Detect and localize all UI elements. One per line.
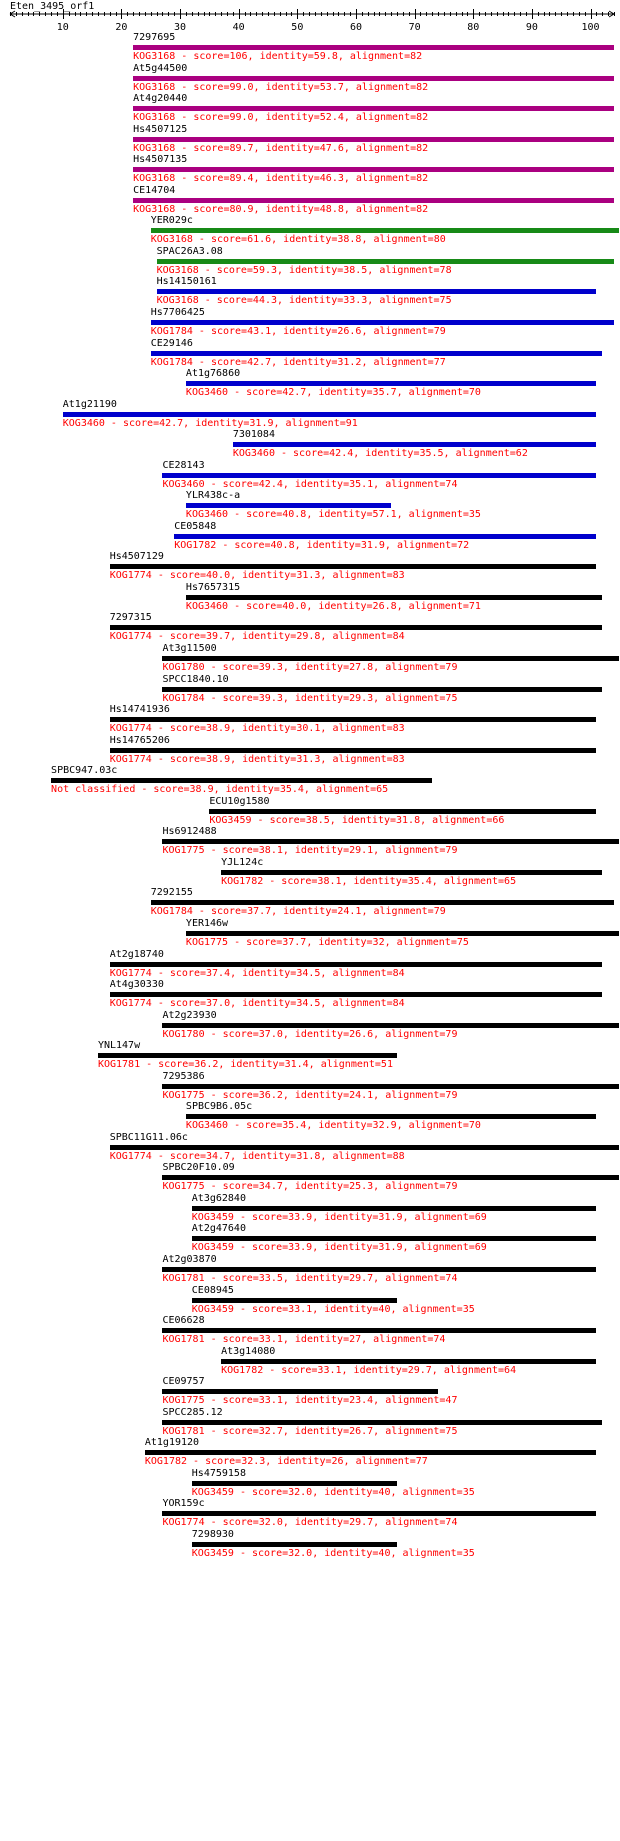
hit-row <box>0 1010 620 1044</box>
hit-bar <box>110 962 603 967</box>
hit-row <box>0 63 620 97</box>
ruler-tick-label: 10 <box>56 22 69 33</box>
hit-row <box>0 215 620 249</box>
ruler-tick-label: 50 <box>291 22 304 33</box>
hit-description: KOG3459 - score=32.0, identity=40, alignment=35 <box>191 1547 475 1559</box>
hit-description: KOG3168 - score=61.6, identity=38.8, alignment=80 <box>150 234 446 246</box>
hit-description: KOG1775 - score=37.7, identity=32, alignment=75 <box>185 936 469 948</box>
hit-bar <box>63 412 597 417</box>
hit-name: CE29146 <box>150 337 193 349</box>
hit-bar <box>151 320 614 325</box>
hit-description: KOG1784 - score=42.7, identity=31.2, alignment=77 <box>150 356 446 368</box>
hit-description: KOG1775 - score=34.7, identity=25.3, alignment=79 <box>162 1181 458 1193</box>
hit-name: CE28143 <box>162 459 205 471</box>
ruler-tick-label: 40 <box>232 22 245 33</box>
hit-description: KOG1780 - score=37.0, identity=26.6, alignment=79 <box>162 1028 458 1040</box>
hit-row <box>0 826 620 860</box>
hit-bar <box>162 1084 619 1089</box>
hit-row <box>0 93 620 127</box>
hit-name: YLR438c-a <box>185 490 241 502</box>
hit-row <box>0 1468 620 1502</box>
hit-bar <box>233 442 597 447</box>
hit-bar <box>221 1359 596 1364</box>
hit-bar <box>110 1145 619 1150</box>
hit-bar <box>133 45 614 50</box>
hit-row <box>0 704 620 738</box>
hit-description: KOG1774 - score=37.4, identity=34.5, alignment=84 <box>109 967 405 979</box>
hit-description: KOG1774 - score=32.0, identity=29.7, alignment=74 <box>162 1517 458 1529</box>
hit-name: Hs14765206 <box>109 734 170 746</box>
hit-name: Hs4507135 <box>133 154 188 166</box>
hit-bar <box>186 931 619 936</box>
hit-description: KOG1775 - score=36.2, identity=24.1, alignment=79 <box>162 1089 458 1101</box>
hit-row <box>0 765 620 799</box>
hit-row <box>0 124 620 158</box>
hit-row <box>0 154 620 188</box>
hit-name: At1g19120 <box>144 1437 200 1449</box>
hit-name: Hs14741936 <box>109 704 170 716</box>
hit-row <box>0 1040 620 1074</box>
hit-row <box>0 32 620 66</box>
hit-name: At3g11500 <box>162 643 217 654</box>
hit-description: KOG3459 - score=33.9, identity=31.9, alignment=69 <box>191 1242 487 1254</box>
hit-row <box>0 735 620 769</box>
hit-row <box>0 246 620 280</box>
hit-row <box>0 1346 620 1380</box>
hit-description: Not classified - score=38.9, identity=35.4, alignment=65 <box>51 784 389 796</box>
hit-name: 7292155 <box>150 887 193 899</box>
hit-name: YER146w <box>185 917 229 929</box>
hit-description: KOG1782 - score=32.3, identity=26, alignment=77 <box>144 1456 428 1468</box>
hit-name: At3g62840 <box>191 1192 246 1204</box>
hit-description: KOG3460 - score=40.8, identity=57.1, alignment=35 <box>185 509 481 521</box>
hit-row <box>0 674 620 708</box>
hit-bar <box>151 228 619 233</box>
hit-description: KOG3168 - score=89.4, identity=46.3, alignment=82 <box>133 173 429 185</box>
hit-bar <box>186 595 602 600</box>
hit-bar <box>192 1236 597 1241</box>
hit-bar <box>162 1389 438 1394</box>
hit-row <box>0 1101 620 1135</box>
hit-bar <box>110 992 603 997</box>
hit-bar <box>162 1511 596 1516</box>
ruler-tick-label: 90 <box>525 22 538 33</box>
hit-bar <box>209 809 596 814</box>
hit-row <box>0 368 620 402</box>
hit-description: KOG3460 - score=40.0, identity=26.8, alignment=71 <box>185 600 481 612</box>
hit-row <box>0 918 620 952</box>
hit-description: KOG1784 - score=43.1, identity=26.6, alignment=79 <box>150 325 446 337</box>
hit-row <box>0 979 620 1013</box>
ruler-tick-label: 30 <box>174 22 187 33</box>
hit-name: SPCC285.12 <box>162 1406 223 1418</box>
hit-row <box>0 949 620 983</box>
hit-bar <box>162 1175 619 1180</box>
hit-name: YJL124c <box>221 856 264 868</box>
hit-description: KOG3460 - score=42.7, identity=31.9, alignment=91 <box>62 417 358 429</box>
hit-name: YNL147w <box>97 1040 141 1052</box>
hit-name: Hs4759158 <box>191 1467 246 1479</box>
hit-row <box>0 490 620 524</box>
hit-row <box>0 276 620 310</box>
hit-bar <box>162 839 619 844</box>
hit-name: At1g21190 <box>62 398 117 410</box>
hit-bar <box>145 1450 597 1455</box>
hit-row <box>0 399 620 433</box>
hit-name: At3g14080 <box>221 1345 276 1357</box>
hit-bar <box>133 137 614 142</box>
hit-description: KOG1784 - score=37.7, identity=24.1, alignment=79 <box>150 906 446 918</box>
hit-description: KOG3459 - score=33.1, identity=40, alignment=35 <box>191 1303 475 1315</box>
hit-row <box>0 612 620 646</box>
hit-name: CE08945 <box>191 1284 234 1296</box>
hit-row <box>0 887 620 921</box>
hit-name: At1g76860 <box>185 368 241 380</box>
hit-description: KOG1774 - score=37.0, identity=34.5, alignment=84 <box>109 998 405 1010</box>
hit-bar <box>110 748 597 753</box>
ruler-tick-label: 80 <box>467 22 480 33</box>
hit-name: SPAC26A3.08 <box>156 245 223 257</box>
hit-row <box>0 1132 620 1166</box>
hit-name: SPBC9B6.05c <box>185 1101 253 1113</box>
ruler-tick-label: 100 <box>581 22 600 33</box>
hit-bar <box>192 1298 397 1303</box>
hit-name: At4g20440 <box>133 93 188 105</box>
hit-bar <box>162 1023 619 1028</box>
hit-bar <box>133 76 614 81</box>
hit-description: KOG3459 - score=38.5, identity=31.8, alignment=66 <box>209 814 505 826</box>
hit-name: CE06628 <box>162 1315 205 1327</box>
hit-row <box>0 857 620 891</box>
hit-row <box>0 1193 620 1227</box>
hit-description: KOG3460 - score=42.4, identity=35.1, alignment=74 <box>162 478 458 490</box>
hit-description: KOG1781 - score=33.1, identity=27, alignment=74 <box>162 1334 446 1346</box>
hit-row <box>0 1498 620 1532</box>
hit-name: 7301084 <box>232 429 275 441</box>
hit-description: KOG3459 - score=33.9, identity=31.9, alignment=69 <box>191 1211 487 1223</box>
hit-description: KOG1782 - score=40.8, identity=31.9, alignment=72 <box>174 539 470 551</box>
hit-row <box>0 796 620 830</box>
hit-name: Hs6912488 <box>162 826 217 838</box>
hit-bar <box>133 167 614 172</box>
hit-bar <box>151 900 614 905</box>
hit-description: KOG3168 - score=89.7, identity=47.6, alignment=82 <box>133 142 429 154</box>
hit-row <box>0 307 620 341</box>
hit-row <box>0 1315 620 1349</box>
hit-description: KOG1774 - score=40.0, identity=31.3, alignment=83 <box>109 570 405 582</box>
hit-description: KOG1780 - score=39.3, identity=27.8, alignment=79 <box>162 662 458 673</box>
hit-row <box>0 338 620 372</box>
hit-bar <box>186 1114 596 1119</box>
hit-name: SPBC947.03c <box>51 765 118 777</box>
hit-bar <box>162 1420 602 1425</box>
hit-row <box>0 582 620 616</box>
hit-name: 7297315 <box>109 612 152 624</box>
hit-description: KOG1782 - score=33.1, identity=29.7, alignment=64 <box>221 1364 517 1376</box>
hit-bar <box>162 473 596 478</box>
hit-bar <box>162 1328 596 1333</box>
hit-name: ECU10g1580 <box>209 795 270 807</box>
hit-bar <box>221 870 602 875</box>
hit-name: 7298930 <box>191 1528 234 1540</box>
hit-name: Hs14150161 <box>156 276 217 288</box>
hit-description: KOG1775 - score=33.1, identity=23.4, alignment=47 <box>162 1395 458 1407</box>
hit-description: KOG3168 - score=99.0, identity=52.4, alignment=82 <box>133 112 429 124</box>
hit-name: Hs7706425 <box>150 306 205 318</box>
hit-row <box>0 1071 620 1105</box>
hit-bar <box>110 625 603 630</box>
hit-name: At2g03870 <box>162 1254 217 1265</box>
hit-bar <box>157 289 597 294</box>
hit-bar <box>110 564 597 569</box>
hit-row <box>0 460 620 494</box>
hit-name: At4g30330 <box>109 979 164 991</box>
hit-description: KOG3168 - score=99.0, identity=53.7, alignment=82 <box>133 81 429 93</box>
hit-description: KOG3168 - score=106, identity=59.8, alignment=82 <box>133 51 423 62</box>
hit-name: 7295386 <box>162 1070 205 1082</box>
hit-description: KOG1781 - score=36.2, identity=31.4, alignment=51 <box>97 1059 393 1071</box>
hit-name: At2g18740 <box>109 948 164 960</box>
hit-row <box>0 643 620 677</box>
hit-name: YOR159c <box>162 1498 205 1510</box>
hit-row <box>0 1407 620 1441</box>
hit-bar <box>192 1542 397 1547</box>
hit-bar <box>133 106 614 111</box>
hit-name: YER029c <box>150 215 193 227</box>
hit-bar <box>110 717 597 722</box>
hit-name: Hs4507129 <box>109 551 164 563</box>
hit-bar <box>51 778 432 783</box>
hit-name: SPBC11G11.06c <box>109 1131 188 1143</box>
hit-name: CE09757 <box>162 1376 205 1388</box>
hit-description: KOG1774 - score=38.9, identity=30.1, alignment=83 <box>109 723 405 735</box>
hit-bar <box>151 351 603 356</box>
hit-name: Hs7657315 <box>185 581 241 593</box>
hit-row <box>0 1223 620 1257</box>
hit-row <box>0 1437 620 1471</box>
hit-description: KOG1781 - score=32.7, identity=26.7, alignment=75 <box>162 1425 458 1437</box>
hit-description: KOG1781 - score=33.5, identity=29.7, alignment=74 <box>162 1273 458 1284</box>
hit-description: KOG3168 - score=44.3, identity=33.3, alignment=75 <box>156 295 452 307</box>
hit-description: KOG3168 - score=80.9, identity=48.8, alignment=82 <box>133 203 429 215</box>
hit-row <box>0 185 620 219</box>
query-name: Eten_3495_orf1 <box>10 1 95 12</box>
hit-description: KOG3460 - score=42.4, identity=35.5, alignment=62 <box>232 448 528 460</box>
hit-description: KOG3460 - score=42.7, identity=35.7, alignment=70 <box>185 387 481 399</box>
hit-description: KOG1775 - score=38.1, identity=29.1, alignment=79 <box>162 845 458 857</box>
hit-bar <box>98 1053 397 1058</box>
hit-bar <box>162 1267 596 1272</box>
hit-row <box>0 1529 620 1563</box>
hit-description: KOG1774 - score=39.7, identity=29.8, alignment=84 <box>109 631 405 643</box>
hit-description: KOG3460 - score=35.4, identity=32.9, alignment=70 <box>185 1120 481 1132</box>
hit-bar <box>192 1206 597 1211</box>
hit-bar <box>186 503 391 508</box>
hit-name: At2g23930 <box>162 1009 217 1021</box>
hit-description: KOG1774 - score=34.7, identity=31.8, alignment=88 <box>109 1150 405 1162</box>
hit-bar <box>192 1481 397 1486</box>
hit-row <box>0 429 620 463</box>
ruler-tick-label: 60 <box>349 22 362 33</box>
hit-bar <box>174 534 596 539</box>
hit-row <box>0 521 620 555</box>
hit-bar <box>133 198 614 203</box>
hit-row <box>0 1376 620 1410</box>
hit-bar <box>157 259 614 264</box>
hit-description: KOG1782 - score=38.1, identity=35.4, alignment=65 <box>221 875 517 887</box>
ruler-tick-label: 70 <box>408 22 421 33</box>
hit-name: SPBC20F10.09 <box>162 1162 235 1174</box>
hit-description: KOG1784 - score=39.3, identity=29.3, alignment=75 <box>162 692 458 704</box>
hit-bar <box>186 381 596 386</box>
hit-row <box>0 1285 620 1319</box>
hit-bar <box>162 656 619 661</box>
hit-description: KOG3168 - score=59.3, identity=38.5, alignment=78 <box>156 264 452 276</box>
hit-name: SPCC1840.10 <box>162 673 229 685</box>
hit-row <box>0 551 620 585</box>
hit-description: KOG1774 - score=38.9, identity=31.3, alignment=83 <box>109 753 405 765</box>
hit-name: Hs4507125 <box>133 123 188 135</box>
hit-name: CE14704 <box>133 184 176 196</box>
hit-name: CE05848 <box>174 520 217 532</box>
hit-name: 7297695 <box>133 32 176 43</box>
hit-row <box>0 1254 620 1288</box>
hit-bar <box>162 687 602 692</box>
hit-description: KOG3459 - score=32.0, identity=40, alignment=35 <box>191 1486 475 1498</box>
hit-row <box>0 1162 620 1196</box>
hit-name: At5g44500 <box>133 62 188 74</box>
ruler-tick-label: 20 <box>115 22 128 33</box>
hit-name: At2g47640 <box>191 1223 246 1235</box>
